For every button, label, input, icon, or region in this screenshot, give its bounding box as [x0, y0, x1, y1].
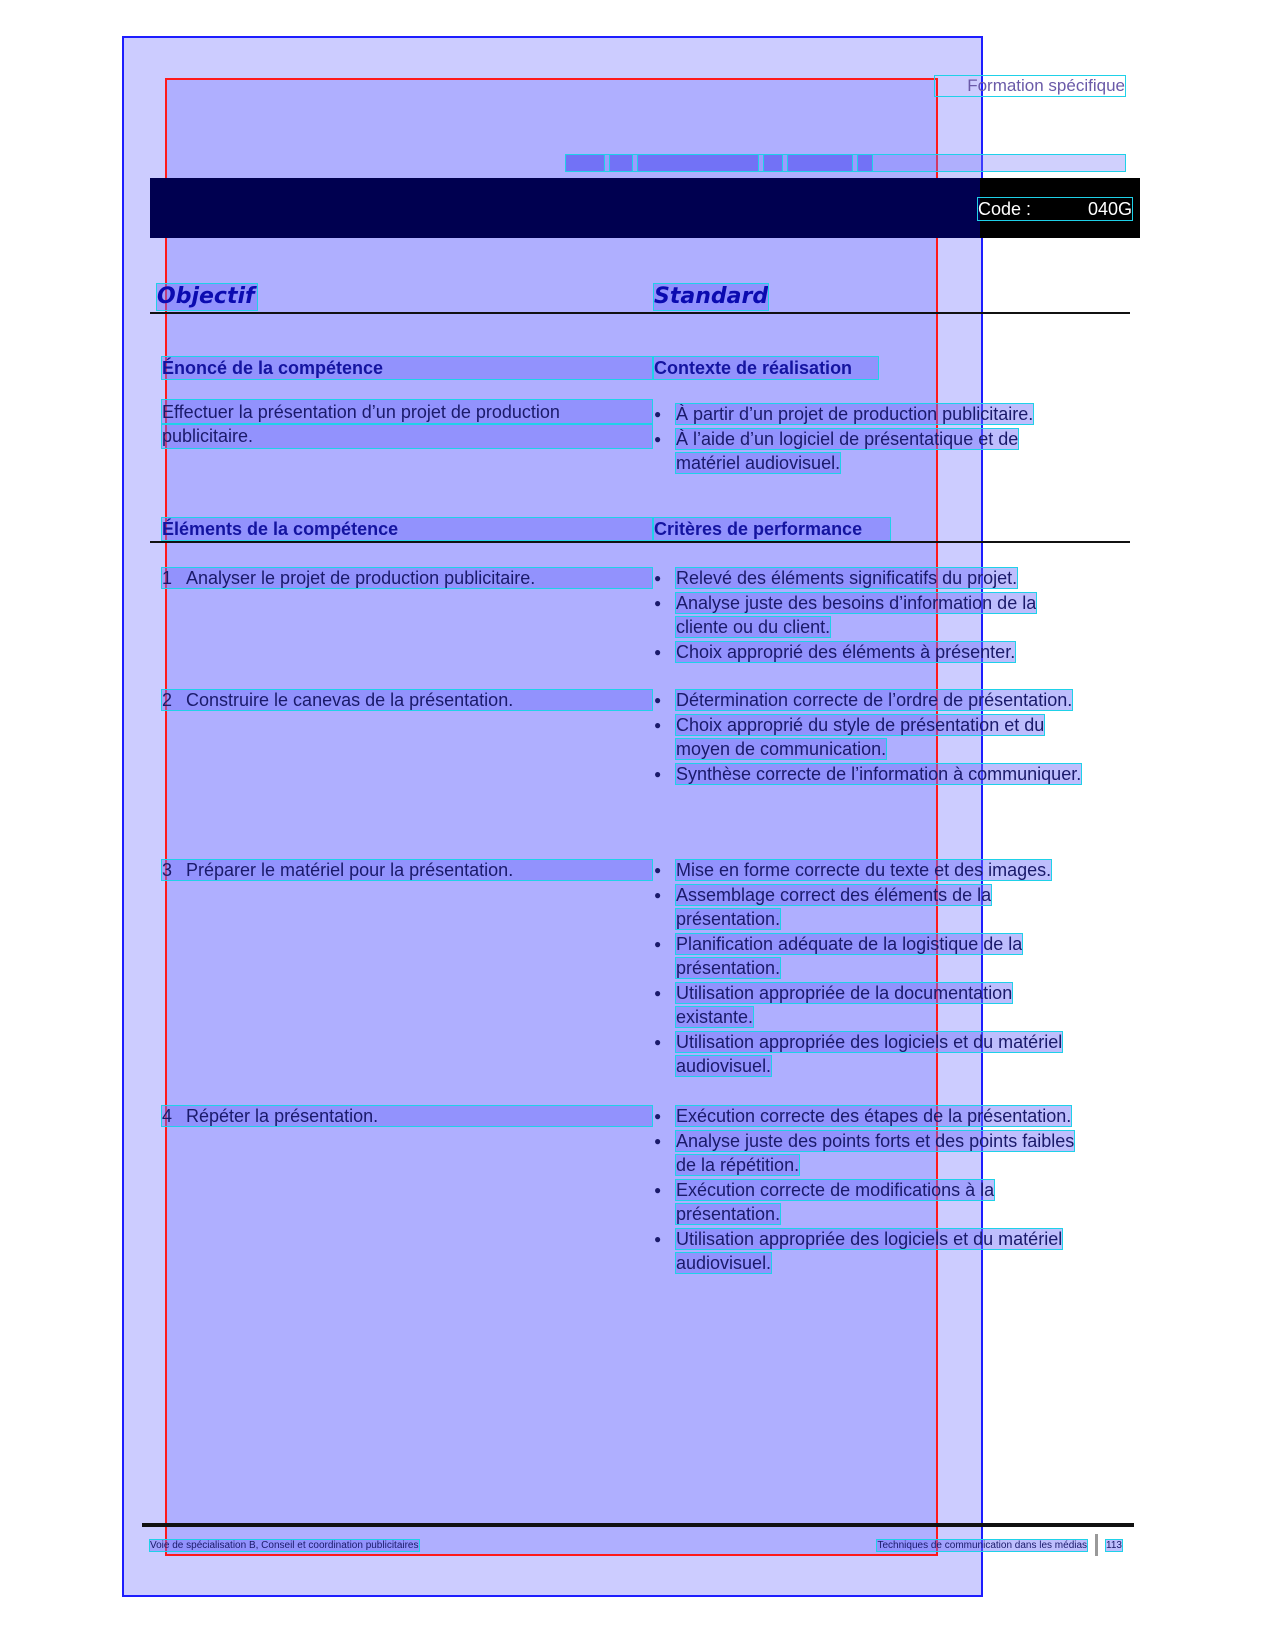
program-header-line: Formation spécifique	[935, 76, 1125, 96]
contexte-heading: Contexte de réalisation	[654, 357, 878, 379]
criteres-list-4	[654, 1104, 1084, 1276]
enonce-heading: Énoncé de la compétence	[162, 357, 652, 379]
list-item: ● Utilisation appropriée des logiciels et du matériel audiovisuel.	[654, 1227, 1084, 1275]
list-item: ● Utilisation appropriée de la documentation existante.	[654, 981, 1084, 1029]
decorative-stripe	[566, 155, 1125, 171]
list-item: ● Détermination correcte de l’ordre de présentation.	[654, 688, 1084, 712]
code-value: 040G	[1087, 198, 1132, 219]
list-item: ● Analyse juste des points forts et des points faibles de la répétition.	[654, 1129, 1084, 1177]
list-item: ● Analyse juste des besoins d’information de la cliente ou du client.	[654, 591, 1084, 639]
objectif-heading: Objectif	[157, 284, 257, 310]
criteres-heading: Critères de performance	[654, 518, 890, 540]
list-item: ● Synthèse correcte de l’information à communiquer.	[654, 762, 1084, 786]
list-item: ● À partir d’un projet de production publicitaire.	[654, 402, 1084, 426]
list-item: ● Relevé des éléments significatifs du projet.	[654, 566, 1084, 590]
page-footer	[150, 1538, 1122, 1552]
section-divider	[150, 541, 1130, 543]
list-item: ● Choix approprié des éléments à présenter.	[654, 640, 1084, 664]
code-label: Code :	[978, 198, 1032, 219]
list-item: ● Utilisation appropriée des logiciels et du matériel audiovisuel.	[654, 1030, 1084, 1078]
list-item: ● Exécution correcte de modifications à la présentation.	[654, 1178, 1084, 1226]
footer-separator	[1095, 1534, 1098, 1556]
criteres-list-3	[654, 858, 1084, 1079]
enonce-line: Effectuer la présentation d’un projet de production	[162, 400, 652, 424]
list-item: ● Assemblage correct des éléments de la présentation.	[654, 883, 1084, 931]
footer-left: Voie de spécialisation B, Conseil et coordination publicitaires	[150, 1539, 419, 1551]
contexte-list	[654, 402, 1084, 476]
list-item: ● Exécution correcte des étapes de la présentation.	[654, 1104, 1084, 1128]
element-3: 3 Préparer le matériel pour la présentation.	[162, 860, 652, 880]
competency-code	[978, 198, 1132, 220]
enonce-text	[162, 400, 652, 448]
footer-divider	[142, 1523, 1134, 1527]
footer-right-group	[877, 1534, 1122, 1556]
element-4: 4 Répéter la présentation.	[162, 1106, 652, 1126]
element-1: 1 Analyser le projet de production publicitaire.	[162, 568, 652, 588]
standard-heading: Standard	[654, 284, 769, 309]
enonce-line: publicitaire.	[162, 424, 652, 448]
footer-program: Techniques de communication dans les médias	[877, 1539, 1088, 1551]
criteres-list-1	[654, 566, 1084, 665]
list-item: ● À l’aide d’un logiciel de présentatique et de matériel audiovisuel.	[654, 427, 1084, 475]
heading-divider	[150, 312, 1130, 314]
list-item: ● Choix approprié du style de présentation et du moyen de communication.	[654, 713, 1084, 761]
list-item: ● Planification adéquate de la logistique de la présentation.	[654, 932, 1084, 980]
list-item: ● Mise en forme correcte du texte et des images.	[654, 858, 1084, 882]
element-2: 2 Construire le canevas de la présentation.	[162, 690, 652, 710]
criteres-list-2	[654, 688, 1084, 787]
annotation-inner-region	[165, 78, 938, 1556]
page-number: 113	[1106, 1539, 1122, 1551]
elements-heading: Éléments de la compétence	[162, 518, 652, 540]
